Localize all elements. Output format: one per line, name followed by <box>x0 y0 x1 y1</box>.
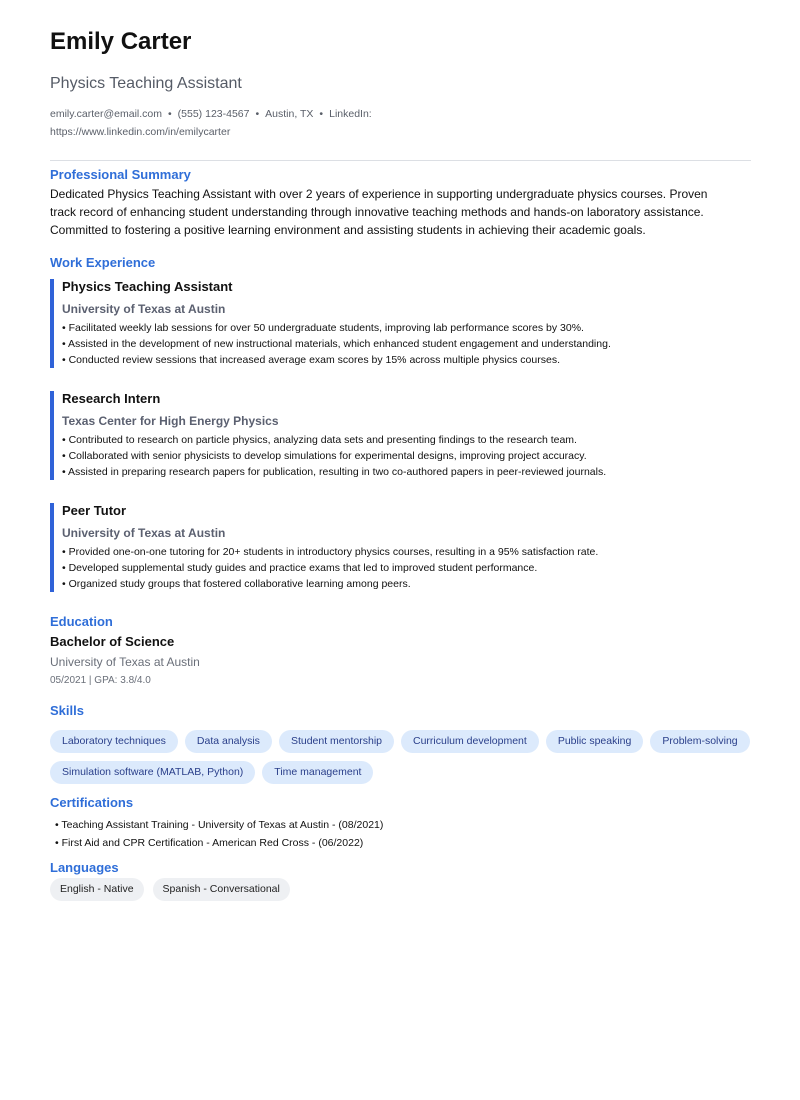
contact-info <box>50 105 390 141</box>
skill-chip: Data analysis <box>185 730 272 753</box>
summary-text: Dedicated Physics Teaching Assistant with over 2 years of experience in supporting undergraduate physics courses. Proven track record of enhancing student understanding through innovative teaching methods and hands-on laboratory assistance. Committed to fostering a positive learning environment and assisting students in achieving their academic goals. <box>50 187 708 237</box>
job-title: Peer Tutor <box>62 503 127 518</box>
section-heading-summary: Professional Summary <box>50 167 191 182</box>
contact-separator: • <box>255 108 260 120</box>
resume-page <box>50 28 751 901</box>
job-bullet: • Contributed to research on particle physics, analyzing data sets and presenting findings to the research team. <box>62 434 577 446</box>
contact-phone: (555) 123-4567 <box>177 108 250 120</box>
job-accent-bar <box>50 279 54 368</box>
skill-chip: Curriculum development <box>401 730 539 753</box>
languages-list <box>50 878 751 901</box>
skill-chip: Simulation software (MATLAB, Python) <box>50 761 255 784</box>
section-heading-skills: Skills <box>50 703 84 718</box>
contact-location: Austin, TX <box>265 108 314 120</box>
job-bullets <box>62 432 751 480</box>
certifications-list <box>50 816 751 852</box>
skill-chip: Problem-solving <box>650 730 749 753</box>
skill-chip: Time management <box>262 761 373 784</box>
candidate-title: Physics Teaching Assistant <box>50 75 242 92</box>
job-entry <box>50 391 751 480</box>
contact-email[interactable]: emily.carter@email.com <box>50 108 162 120</box>
job-organization: Texas Center for High Energy Physics <box>62 414 279 428</box>
education-date-gpa: 05/2021 | GPA: 3.8/4.0 <box>50 675 151 686</box>
job-bullet: • Assisted in the development of new instructional materials, which enhanced student engagement and understanding. <box>62 338 611 350</box>
skills-list <box>50 730 760 784</box>
contact-linkedin-label: LinkedIn: <box>329 108 372 120</box>
certification-item: • Teaching Assistant Training - University of Texas at Austin - (08/2021) <box>55 819 384 831</box>
job-entry <box>50 503 751 592</box>
job-accent-bar <box>50 503 54 592</box>
education-degree: Bachelor of Science <box>50 634 175 649</box>
candidate-name: Emily Carter <box>50 28 192 55</box>
language-chip: Spanish - Conversational <box>153 878 290 901</box>
job-organization: University of Texas at Austin <box>62 526 226 540</box>
job-bullet: • Organized study groups that fostered collaborative learning among peers. <box>62 578 411 590</box>
job-bullet: • Assisted in preparing research papers for publication, resulting in two co-authored papers in peer-reviewed journals. <box>62 466 607 478</box>
job-bullets <box>62 320 751 368</box>
job-entry <box>50 279 751 368</box>
job-bullet: • Developed supplemental study guides and practice exams that led to improved student performance. <box>62 562 538 574</box>
contact-linkedin-url[interactable]: https://www.linkedin.com/in/emilycarter <box>50 126 231 138</box>
section-heading-education: Education <box>50 614 113 629</box>
job-accent-bar <box>50 391 54 480</box>
job-title: Physics Teaching Assistant <box>62 279 233 294</box>
contact-separator: • <box>319 108 324 120</box>
skill-chip: Laboratory techniques <box>50 730 178 753</box>
certification-item: • First Aid and CPR Certification - American Red Cross - (06/2022) <box>55 837 364 849</box>
job-bullet: • Conducted review sessions that increased average exam scores by 15% across multiple physics courses. <box>62 354 560 366</box>
education-school: University of Texas at Austin <box>50 655 200 669</box>
section-heading-languages: Languages <box>50 860 119 875</box>
job-bullet: • Facilitated weekly lab sessions for over 50 undergraduate students, improving lab performance scores by 30%. <box>62 322 584 334</box>
job-bullet: • Collaborated with senior physicists to develop simulations for experimental designs, improving project accuracy. <box>62 450 587 462</box>
section-heading-experience: Work Experience <box>50 255 156 270</box>
language-chip: English - Native <box>50 878 144 901</box>
skill-chip: Student mentorship <box>279 730 394 753</box>
job-bullets <box>62 544 751 592</box>
job-bullet: • Provided one-on-one tutoring for 20+ students in introductory physics courses, resulting in a 95% satisfaction rate. <box>62 546 599 558</box>
contact-separator: • <box>167 108 172 120</box>
section-heading-certifications: Certifications <box>50 795 134 810</box>
header-divider <box>50 160 751 161</box>
skill-chip: Public speaking <box>546 730 644 753</box>
job-title: Research Intern <box>62 391 161 406</box>
job-organization: University of Texas at Austin <box>62 302 226 316</box>
